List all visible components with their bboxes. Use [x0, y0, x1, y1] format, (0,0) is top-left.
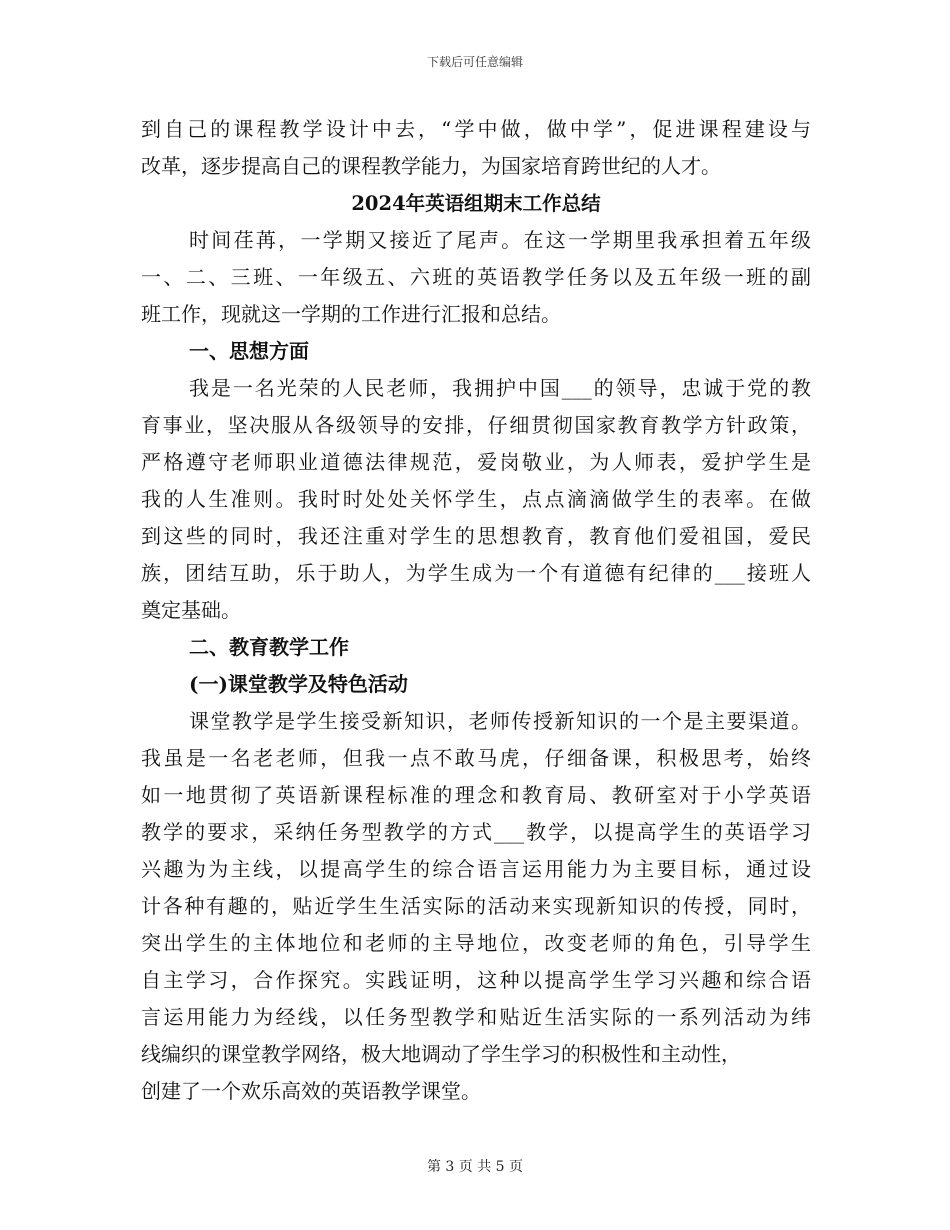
- subheading-classroom: (一)课堂教学及特色活动: [189, 672, 408, 696]
- body-line: 教学的要求，采纳任务型教学的方式___教学，以提高学生的英语学习: [141, 820, 811, 844]
- body-line: 突出学生的主体地位和老师的主导地位，改变老师的角色，引导学生: [141, 931, 811, 955]
- body-line: 兴趣为为主线，以提高学生的综合语言运用能力为主要目标，通过设: [141, 857, 811, 881]
- body-line: 奠定基础。: [141, 598, 241, 622]
- page-header: 下载后可任意编辑: [426, 55, 523, 69]
- body-line: 创建了一个欢乐高效的英语教学课堂。: [141, 1079, 481, 1103]
- body-line: 到这些的同时，我还注重对学生的思想教育，教育他们爱祖国，爱民: [141, 524, 811, 548]
- body-line: 一、二、三班、一年级五、六班的英语教学任务以及五年级一班的副: [141, 265, 811, 289]
- body-line: 到自己的课程教学设计中去，“学中做，做中学”，促进课程建设与: [141, 117, 811, 141]
- body-line: 线编织的课堂教学网络，极大地调动了学生学习的积极性和主动性，: [141, 1042, 741, 1066]
- body-line: 育事业，坚决服从各级领导的安排，仔细贯彻国家教育教学方针政策，: [141, 413, 811, 437]
- body-line: 改革，逐步提高自己的课程教学能力，为国家培育跨世纪的人才。: [141, 154, 721, 178]
- body-line: 班工作，现就这一学期的工作进行汇报和总结。: [141, 302, 561, 326]
- body-line: 言运用能力为经线，以任务型教学和贴近生活实际的一系列活动为纬: [141, 1005, 811, 1029]
- document-body: [141, 111, 811, 1110]
- body-line: 族，团结互助，乐于助人，为学生成为一个有道德有纪律的___接班人: [141, 561, 811, 585]
- body-line: 计各种有趣的，贴近学生生活实际的活动来实现新知识的传授，同时，: [141, 894, 811, 918]
- body-line: 我是一名光荣的人民老师，我拥护中国___的领导，忠诚于党的教: [189, 376, 811, 400]
- body-line: 我虽是一名老老师，但我一点不敢马虎，仔细备课，积极思考，始终: [141, 746, 811, 770]
- body-line: 时间荏苒，一学期又接近了尾声。在这一学期里我承担着五年级: [189, 228, 811, 252]
- body-line: 严格遵守老师职业道德法律规范，爱岗敬业，为人师表，爱护学生是: [141, 450, 811, 474]
- body-line: 自主学习，合作探究。实践证明，这种以提高学生学习兴趣和综合语: [141, 968, 811, 992]
- body-line: 我的人生准则。我时时处处关怀学生，点点滴滴做学生的表率。在做: [141, 487, 811, 511]
- section-title: 2024年英语组期末工作总结: [351, 192, 601, 215]
- heading-thought: 一、思想方面: [189, 339, 309, 363]
- body-line: 课堂教学是学生接受新知识，老师传授新知识的一个是主要渠道。: [189, 709, 811, 733]
- page-footer: 第 3 页 共 5 页: [426, 1159, 524, 1175]
- heading-teaching: 二、教育教学工作: [189, 635, 349, 659]
- body-line: 如一地贯彻了英语新课程标准的理念和教育局、教研室对于小学英语: [141, 783, 811, 807]
